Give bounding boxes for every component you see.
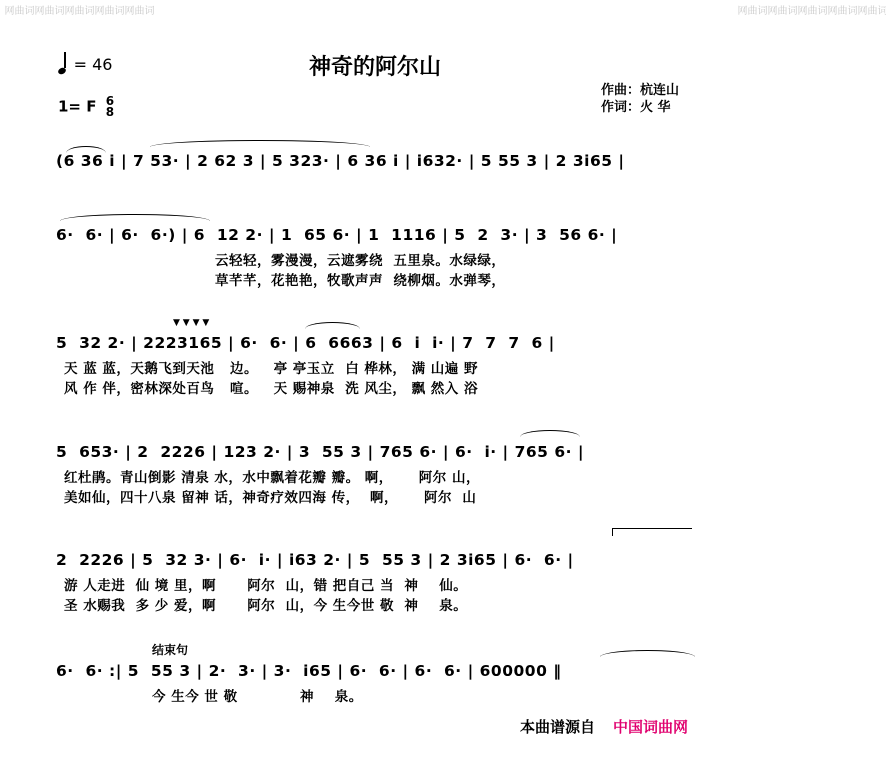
slur xyxy=(520,430,580,437)
lyric-row-3-verse-2: 风 作 伴，密林深处百鸟 喧。 天 赐神泉 洗 风尘， 飘 然入 浴 xyxy=(64,381,478,397)
score-row-3: 5 32 2· | 2223165 | 6· 6· | 6 6663 | 6 i i· | 7 7 7 6 | xyxy=(56,334,555,352)
volta-bracket xyxy=(612,528,692,529)
source-credit xyxy=(520,716,688,737)
slur xyxy=(150,140,370,147)
slur xyxy=(600,650,695,657)
song-title: 神奇的阿尔山 xyxy=(308,55,441,80)
source-prefix: 本曲谱源自 xyxy=(520,718,596,736)
lyric-row-4-verse-2: 美如仙，四十八泉 留神 话，神奇疗效四海 传， 啊， 阿尔 山 xyxy=(64,490,477,506)
composer: 作曲：杭连山 xyxy=(601,83,680,98)
source-site-link[interactable]: 中国词曲网 xyxy=(613,718,689,736)
slur xyxy=(60,214,210,221)
lyric-row-2-verse-2: 草芊芊，花艳艳，牧歌声声 绕柳烟。水弹琴， xyxy=(215,273,506,289)
watermark-left: 词 曲 网 词 曲 网 词 曲 网 词 曲 网 词 曲 网 xyxy=(2,5,153,17)
key-signature xyxy=(58,96,114,118)
lyric-row-4-verse-1: 红杜鹃。青山倒影 清泉 水，水中飘着花瓣 瓣。 啊， 阿尔 山， xyxy=(64,470,480,486)
score-row-5: 2 2226 | 5 32 3· | 6· i· | i63 2· | 5 55 3 | 2 3i65 | 6· 6· | xyxy=(56,551,574,569)
volta-bracket-tick xyxy=(612,528,613,536)
accent-marks: ▼ ▼ ▼ ▼ xyxy=(173,318,210,328)
watermark-right: 词 曲 网 词 曲 网 词 曲 网 词 曲 网 词 曲 网 xyxy=(735,5,886,17)
time-signature: 6 8 xyxy=(105,94,115,119)
lyricist: 作词：火 华 xyxy=(601,100,671,115)
credits xyxy=(601,82,679,116)
tempo-value: = 46 xyxy=(73,55,113,74)
key-label: 1= F xyxy=(58,97,97,116)
lyric-row-6: 今 生今 世 敬 神 泉。 xyxy=(152,689,363,705)
ending-label: 结束句 xyxy=(152,643,189,657)
score-row-6: 6· 6· :| 5 55 3 | 2· 3· | 3· i65 | 6· 6· | 6· 6· | 600000 ‖ xyxy=(56,662,562,680)
slur xyxy=(305,322,360,329)
lyric-row-5-verse-2: 圣 水赐我 多 少 爱，啊 阿尔 山，今 生今世 敬 神 泉。 xyxy=(64,598,468,614)
score-row-4: 5 653· | 2 2226 | 123 2· | 3 55 3 | 765 6· | 6· i· | 765 6· | xyxy=(56,443,585,461)
lyric-row-5-verse-1: 游 人走进 仙 境 里，啊 阿尔 山，错 把自己 当 神 仙。 xyxy=(64,578,468,594)
lyric-row-2-verse-1: 云轻轻，雾漫漫，云遮雾绕 五里泉。水绿绿， xyxy=(215,253,506,269)
score-row-2: 6· 6· | 6· 6·) | 6 12 2· | 1 65 6· | 1 1116 | 5 2 3· | 3 56 6· | xyxy=(56,226,618,244)
lyric-row-3-verse-1: 天 蓝 蓝，天鹅飞到天池 边。 亭 亭玉立 白 桦林， 满 山遍 野 xyxy=(64,361,478,377)
score-row-1: (6 36 i | 7 53· | 2 62 3 | 5 323· | 6 36 i | i632· | 5 55 3 | 2 3i65 | xyxy=(56,152,625,170)
